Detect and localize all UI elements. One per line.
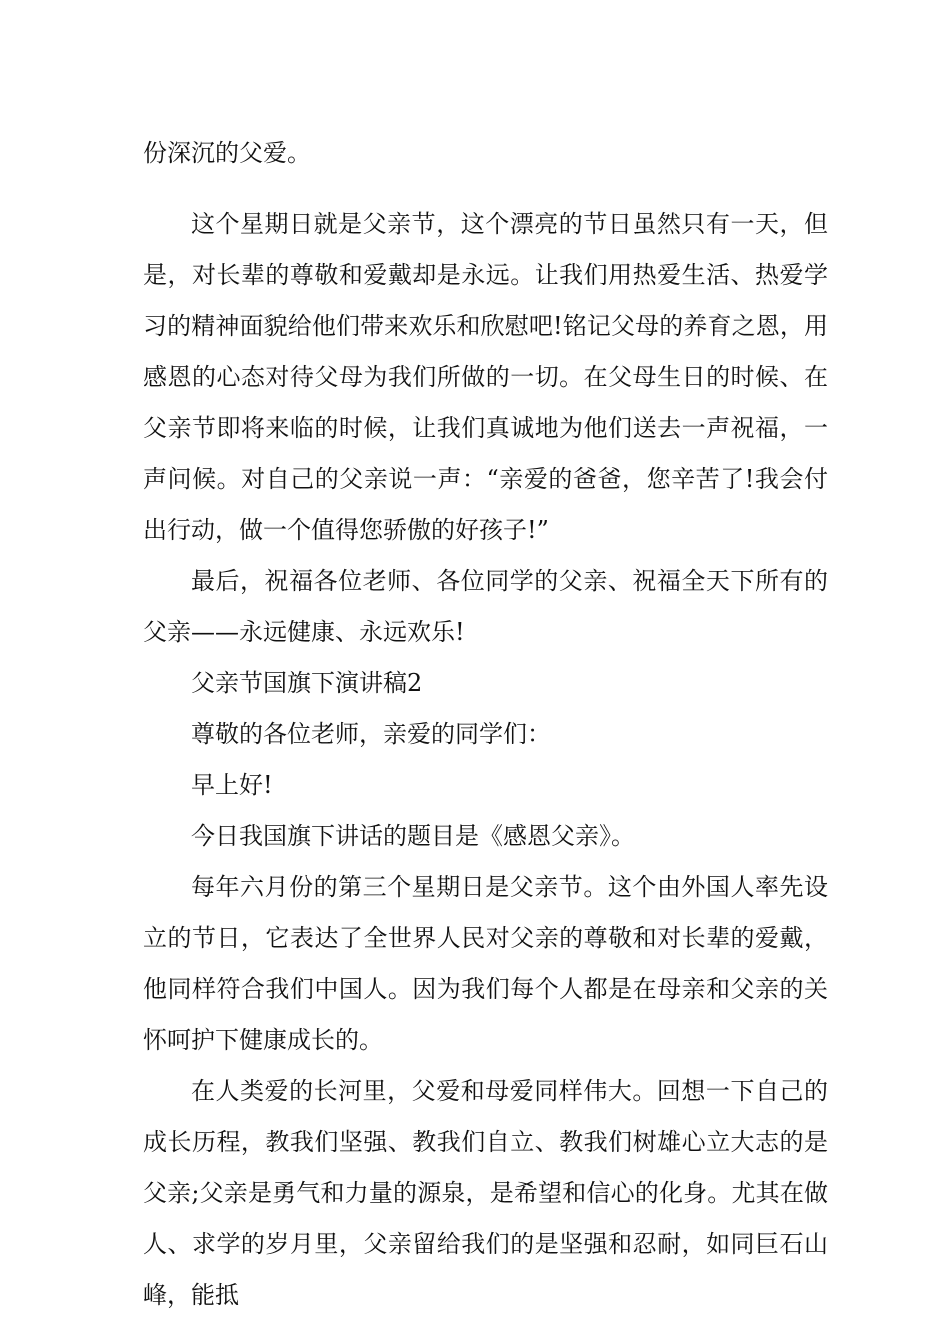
greeting: 早上好!: [191, 771, 273, 799]
paragraph-fathers-day-origin: 每年六月份的第三个星期日是父亲节。这个由外国人率先设立的节日，它表达了全世界人民对父亲的尊敬和对长辈的爱戴，他同样符合我们中国人。因为我们每个人都是在母亲和父亲的关怀呵护下健康成长的。: [143, 873, 828, 1054]
section-heading: 父亲节国旗下演讲稿2: [191, 669, 423, 697]
paragraph-continued: 份深沉的父爱。: [143, 139, 311, 167]
document-body: [143, 128, 828, 1321]
speech-topic: 今日我国旗下讲话的题目是《感恩父亲》。: [191, 822, 635, 850]
salutation: 尊敬的各位老师，亲爱的同学们：: [191, 720, 551, 748]
paragraph-fatherly-love: 在人类爱的长河里，父爱和母爱同样伟大。回想一下自己的成长历程，教我们坚强、教我们自立、教我们树雄心立大志的是父亲;父亲是勇气和力量的源泉，是希望和信心的化身。尤其在做人、求学的岁月里，父亲留给我们的是坚强和忍耐，如同巨石山峰，能抵: [143, 1077, 828, 1309]
paragraph-fathers-day-wish: 这个星期日就是父亲节，这个漂亮的节日虽然只有一天，但是，对长辈的尊敬和爱戴却是永远。让我们用热爱生活、热爱学习的精神面貌给他们带来欢乐和欣慰吧!铭记父母的养育之恩，用感恩的心态对待父母为我们所做的一切。在父母生日的时候、在父亲节即将来临的时候，让我们真诚地为他们送去一声祝福，一声问候。对自己的父亲说一声：“亲爱的爸爸，您辛苦了!我会付出行动，做一个值得您骄傲的好孩子!”: [143, 210, 828, 544]
paragraph-closing-blessing: 最后，祝福各位老师、各位同学的父亲、祝福全天下所有的父亲——永远健康、永远欢乐!: [143, 567, 828, 646]
